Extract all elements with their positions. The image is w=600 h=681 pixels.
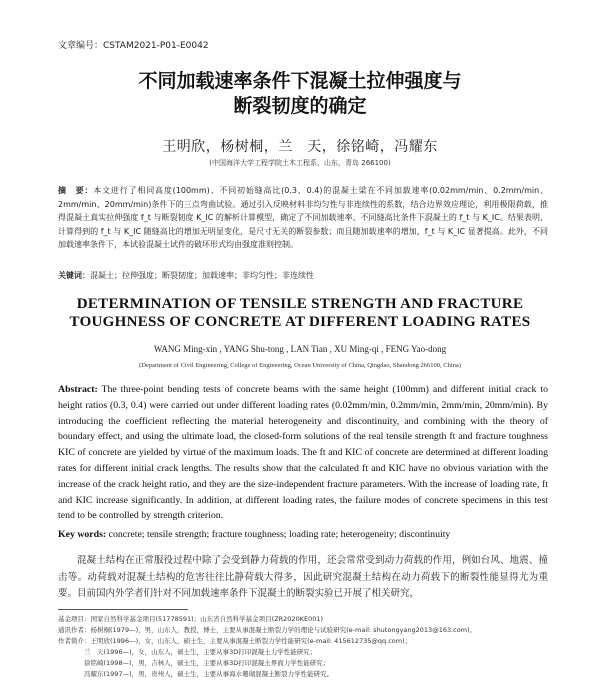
chinese-abstract-label: 摘 要： [58,186,94,195]
english-abstract-label: Abstract: [58,384,98,395]
english-authors: WANG Ming-xin , YANG Shu-tong , LAN Tian , XU Ming-qi , FENG Yao-dong [153,344,447,354]
article-number: 文章编号：CSTAM2021-P01-E0042 [58,41,209,51]
english-abstract [58,382,548,524]
footnote-author-bio: 徐铭崎(1998—)，男，吉林人，硕士生，主要从事3D打印混凝土界面力学性能研究； [84,659,330,667]
english-abstract-text: The three-point bending tests of concrete beams with the same height (100mm) and different initial crack to height ratios (0.3, 0.4) were carried out under different loading rates (0.02mm/min, 0.2mm/min, 2mm/min, 20mm/min). By introducing the coefficient reflecting the material heterogeneity and discontinuity, and combining with the theory of boundary effect, and using the ultimate load, the closed-form solutions of the real tensile strength ft and fracture toughness KIC of concrete are yielded by virtue of the maximum loads. The ft and KIC of concrete are determined at different loading rates for different initial crack lengths. The results show that the calculated ft and KIC have no obvious variation with the increase of the crack height ratio, and they are the size-independent fracture parameters. With the increase of loading rate, ft and KIC increase significantly. In addition, at different loading rates, the failure modes of concrete specimens in this test tend to be controlled by strength criterion. [58,384,548,522]
introduction-paragraph: 混凝土结构在正常服役过程中除了会受到静力荷载的作用，还会常常受到动力荷载的作用，例如台风、地震、撞击等。动荷载对混凝土结构的危害往往比静荷载大得多，因此研究混凝土结构在动力荷载下的断裂性能显得尤为重要。目前国内外学者们针对不同加载速率条件下混凝土的断裂实验已开展了相关研究， [58,555,548,599]
chinese-abstract-text: 本文进行了相同高度(100mm)、不同初始缝高比(0.3、0.4)的混凝土梁在不同加载速率(0.02mm/min、0.2mm/min、2mm/min、20mm/min)条件下的三点弯曲试验。通过引入反映材料非均匀性与非连续性的系数，结合边界效应理论，利用极限荷载，推得混凝土真实拉伸强度 f_t 与断裂韧度 K_IC 的解析计算模型，确定了不同加载速率、不同缝高比条件下混凝土的 f_t 与 K_IC。结果表明，计算得到的 f_t 与 K_IC 随缝高比的增加无明显变化，是尺寸无关的断裂参数；而且随加载速率的增加，f_t 与 K_IC 显著提高。此外，不同加载速率条件下，本试验混凝土试件的破坏形式均由强度准则控制。 [58,186,548,249]
footnote-author-bio: 冯耀东(1997—)，男，贵州人，硕士生，主要从事海水珊瑚混凝土断裂力学性能研究。 [84,670,334,678]
english-title-line-2: TOUGHNESS OF CONCRETE AT DIFFERENT LOADING RATES [69,314,531,330]
chinese-abstract [58,184,548,252]
footnote-author-bio: 兰 天(1996—)，女，山东人，硕士生，主要从事3D打印混凝土力学性能研究； [84,648,317,656]
chinese-authors: 王明欣，杨树桐，兰 天，徐铭崎，冯耀东 [162,139,438,155]
chinese-keywords-text: 混凝土；拉伸强度；断裂韧度；加载速率；非均匀性；非连续性 [90,271,314,280]
chinese-keywords [58,270,548,281]
footnote-corresponding-author: 通讯作者：杨树桐(1979—)，男，山东人，教授，博士，主要从事混凝土断裂力学的理论与试验研究(e-mail: shutongyang2013@163.com)。 [58,626,477,634]
english-affiliation: (Department of Civil Engineering, College of Engineering, Ocean University of China, Qingdao, Shandong 266100, China) [139,362,461,369]
chinese-title-line-1: 不同加载速率条件下混凝土拉伸强度与 [138,70,462,92]
english-title-line-1: DETERMINATION OF TENSILE STRENGTH AND FRACTURE [76,296,524,312]
chinese-title-line-2: 断裂韧度的确定 [233,95,367,117]
english-keywords-label: Key words: [58,529,107,540]
footnote-divider [58,609,188,610]
english-keywords-text: concrete; tensile strength; fracture toughness; loading rate; heterogeneity; discontinuity [106,529,451,540]
english-keywords [58,529,548,540]
chinese-keywords-label: 关键词： [58,271,90,280]
footnote-funding: 基金项目：国家自然科学基金项目(51778591)；山东省自然科学基金项目(ZR2020KE001) [58,615,324,623]
chinese-affiliation: (中国海洋大学工程学院土木工程系，山东，青岛 266100) [209,159,391,167]
footnote-author-bio: 作者简介：王明欣(1996—)，女，山东人，硕士生，主要从事混凝土断裂力学性能研究(e-mail: 415612735@qq.com)； [58,637,412,645]
